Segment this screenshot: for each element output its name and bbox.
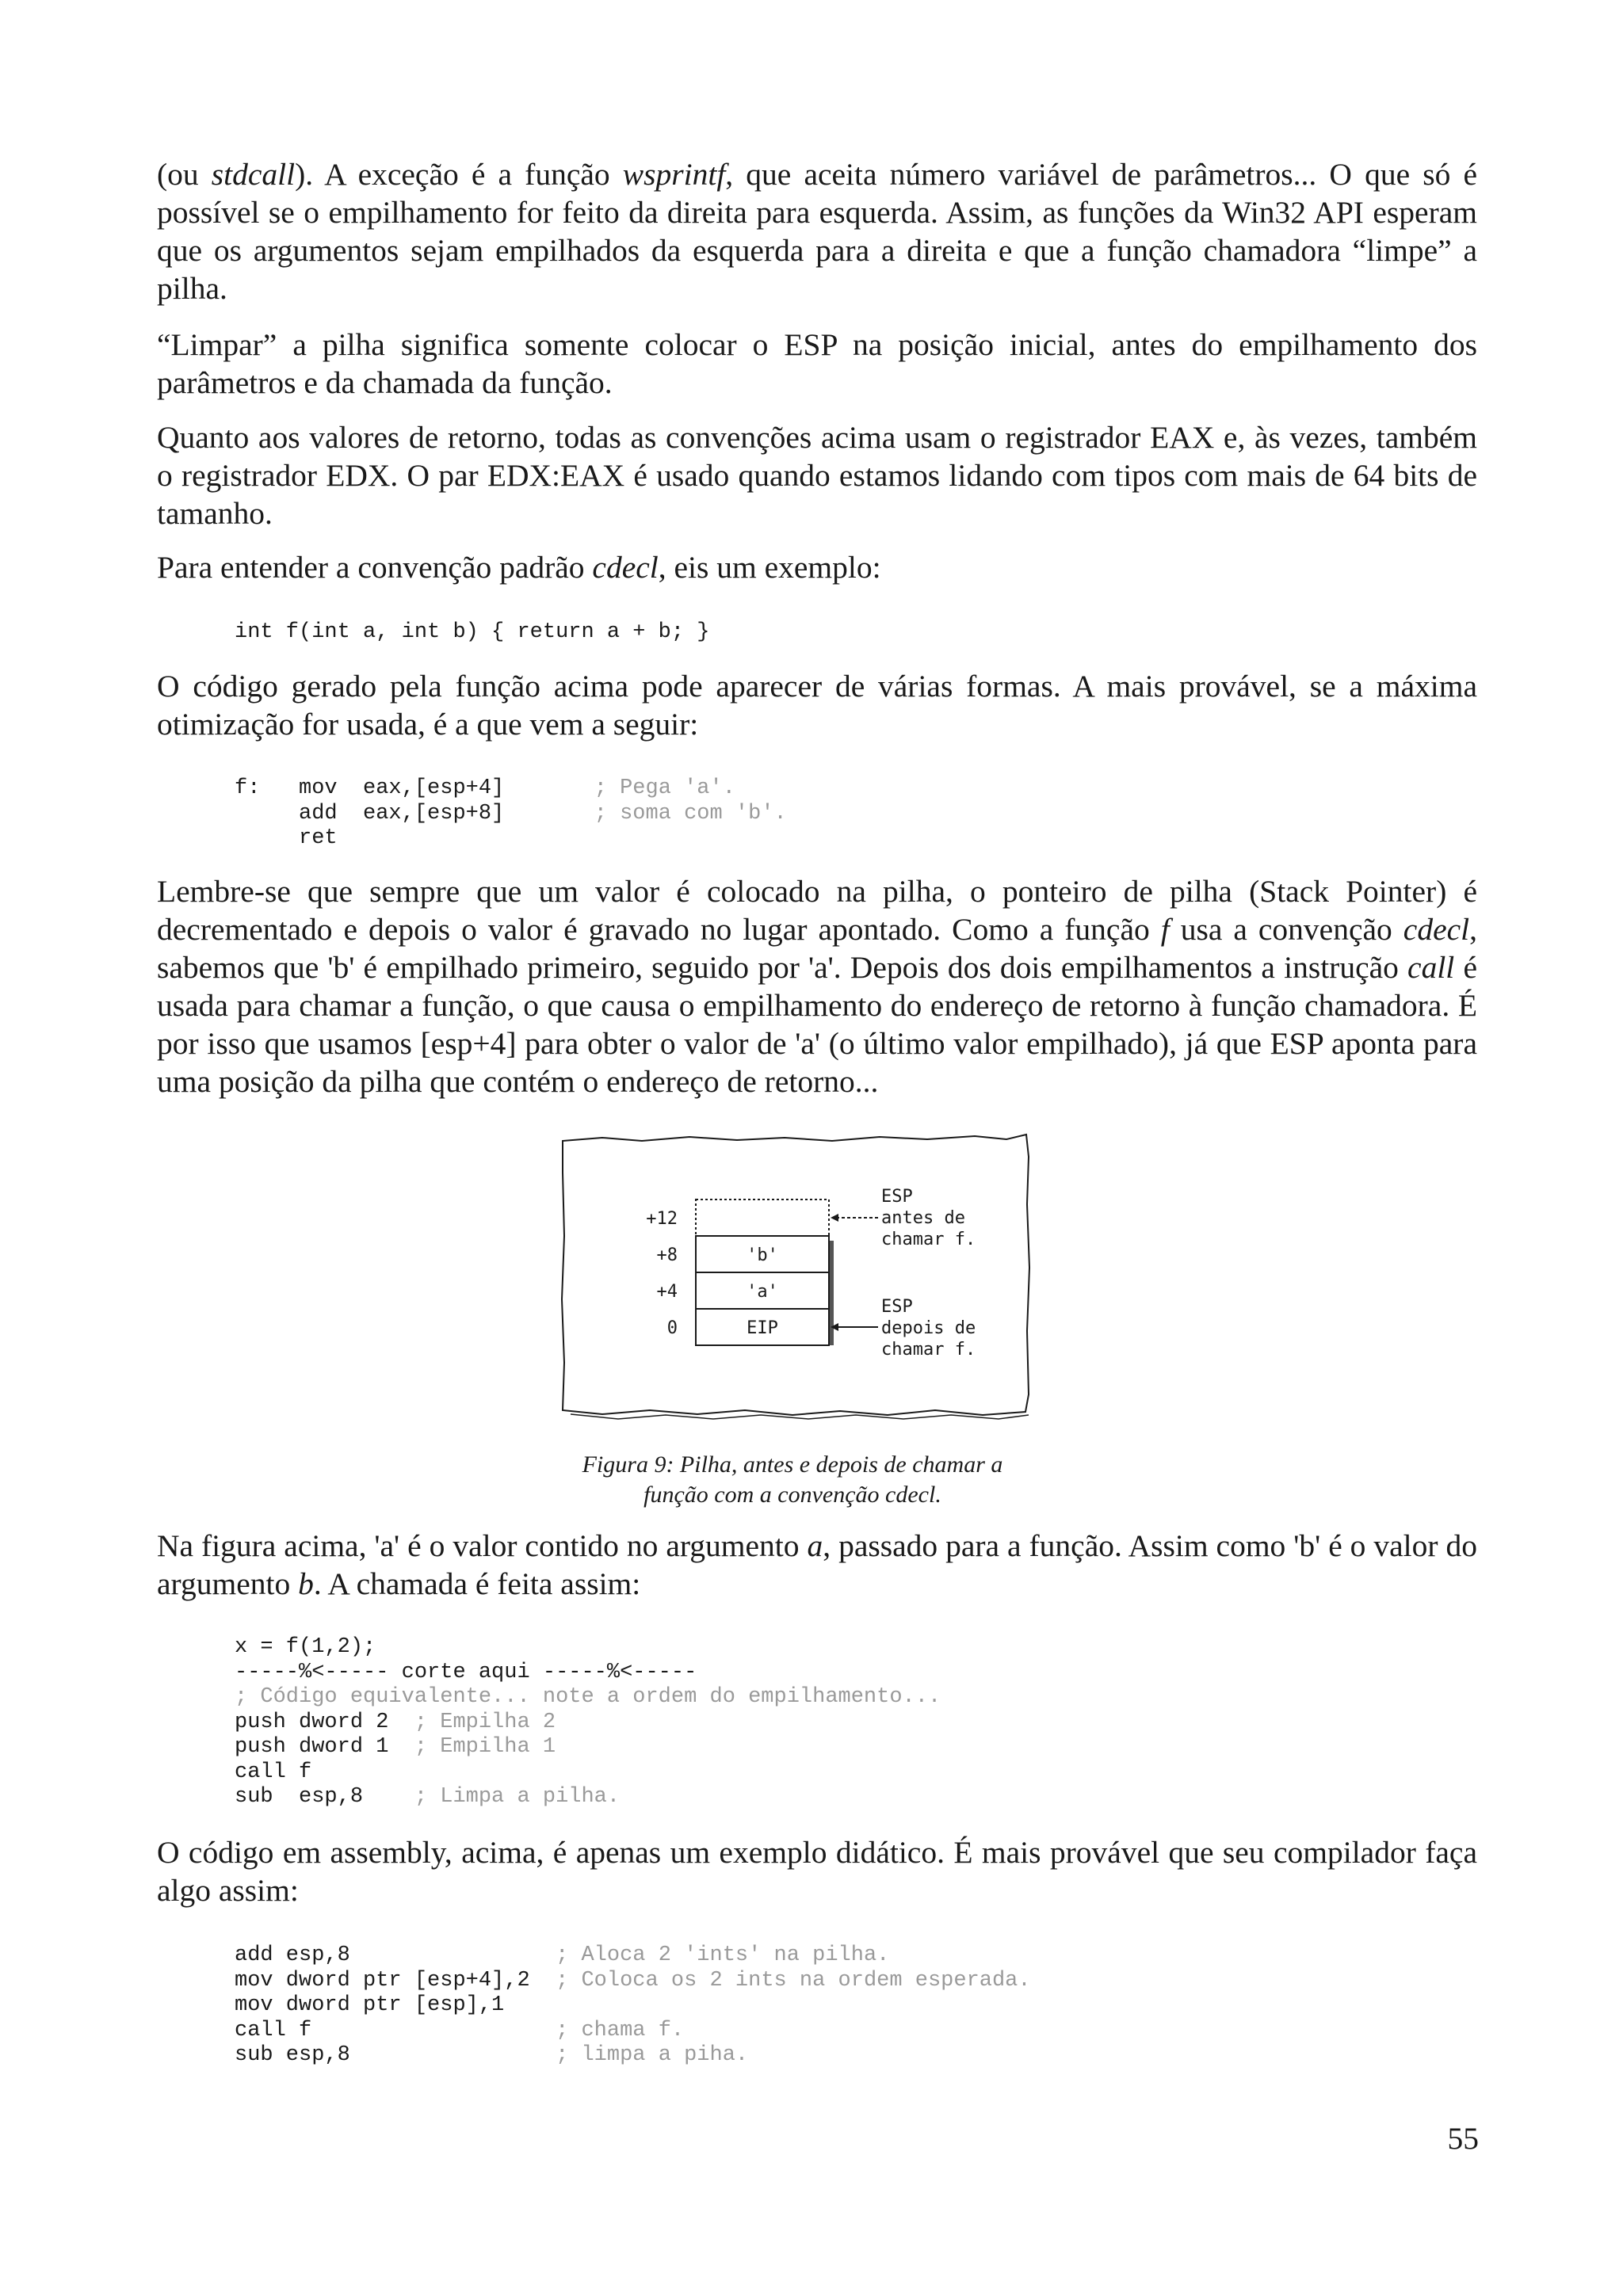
offset-label: +12 — [646, 1209, 678, 1229]
paragraph-figure-explain: Na figura acima, 'a' é o valor contido no argumento a, passado para a função. Assim como 'b' é o valor do argumento b. A chamada é feita assim: — [157, 1528, 1478, 1601]
page-number: 55 — [1447, 2121, 1479, 2156]
figure-caption: Figura 9: Pilha, antes e depois de chamar a função com a convenção cdecl. — [582, 1451, 1003, 1508]
code-block-c-function: int f(int a, int b) { return a + b; } — [235, 620, 710, 644]
esp-before-label: chamar f. — [881, 1230, 976, 1249]
esp-before-label: ESP — [881, 1187, 913, 1207]
stack-cell-eip-label: EIP — [747, 1318, 778, 1338]
esp-before-label: antes de — [881, 1208, 965, 1228]
esp-after-label: chamar f. — [881, 1340, 976, 1360]
esp-after-label: depois de — [881, 1318, 976, 1338]
offset-label: +8 — [656, 1245, 678, 1265]
code-block-call: x = f(1,2); -----%<----- corte aqui -----%<----- ; Código equivalente... note a ordem do empilhamento... push dword 2 ; Empilha 2 push dword 1 ; Empilha 1 call f sub esp,8 ; Limpa a pilha. — [235, 1635, 941, 1809]
code-block-compiler: add esp,8 ; Aloca 2 'ints' na pilha. mov dword ptr [esp+4],2 ; Coloca os 2 ints na ordem esperada. mov dword ptr [esp],1 call f ; chama f. sub esp,8 ; limpa a piha. — [235, 1943, 1031, 2067]
stack-cell-a-label: 'a' — [747, 1282, 778, 1302]
offset-label: 0 — [666, 1318, 678, 1338]
paragraph-assembly-note: O código em assembly, acima, é apenas um exemplo didático. É mais provável que seu compilador faça algo assim: — [157, 1835, 1477, 1908]
paragraph-generated-code: O código gerado pela função acima pode aparecer de várias formas. A mais provável, se a máxima otimização for usada, é a que vem a seguir: — [157, 669, 1477, 742]
paragraph-cdecl-intro: Para entender a convenção padrão cdecl, eis um exemplo: — [157, 550, 881, 585]
paragraph-stdcall: (ou stdcall). A exceção é a função wsprintf, que aceita número variável de parâmetros... O que só é possível se o empilhamento for feito da direita para esquerda. Assim, as funções da Win32 API esperam que os argumentos sejam empilhados da esquerda para a direita e que a função chamadora “limpe” a pilha. — [157, 157, 1478, 306]
stack-diagram — [555, 1125, 1038, 1426]
paragraph-stack-pointer: Lembre-se que sempre que um valor é colocado na pilha, o ponteiro de pilha (Stack Pointer) é decrementado e depois o valor é gravado no lugar apontado. Como a função f usa a convenção cdecl, sabemos que 'b' é empilhado primeiro, seguido por 'a'. Depois dos dois empilhamentos a instrução call é usada para chamar a função, o que causa o empilhamento do endereço de retorno à função chamadora. É por isso que usamos [esp+4] para obter o valor de 'a' (o último valor empilhado), já que ESP aponta para uma posição da pilha que contém o endereço de retorno... — [157, 874, 1477, 1099]
offset-label: +4 — [656, 1282, 678, 1302]
stack-cell-b-label: 'b' — [747, 1245, 778, 1265]
paragraph-limpar: “Limpar” a pilha significa somente colocar o ESP na posição inicial, antes do empilhamento dos parâmetros e da chamada da função. — [157, 327, 1477, 400]
code-block-asm-f: f: mov eax,[esp+4] ; Pega 'a'. add eax,[esp+8] ; soma com 'b'. ret — [235, 776, 787, 850]
esp-after-label: ESP — [881, 1297, 913, 1317]
paragraph-return-values: Quanto aos valores de retorno, todas as convenções acima usam o registrador EAX e, às vezes, também o registrador EDX. O par EDX:EAX é usado quando estamos lidando com tipos com mais de 64 bits de tamanho. — [157, 420, 1477, 531]
